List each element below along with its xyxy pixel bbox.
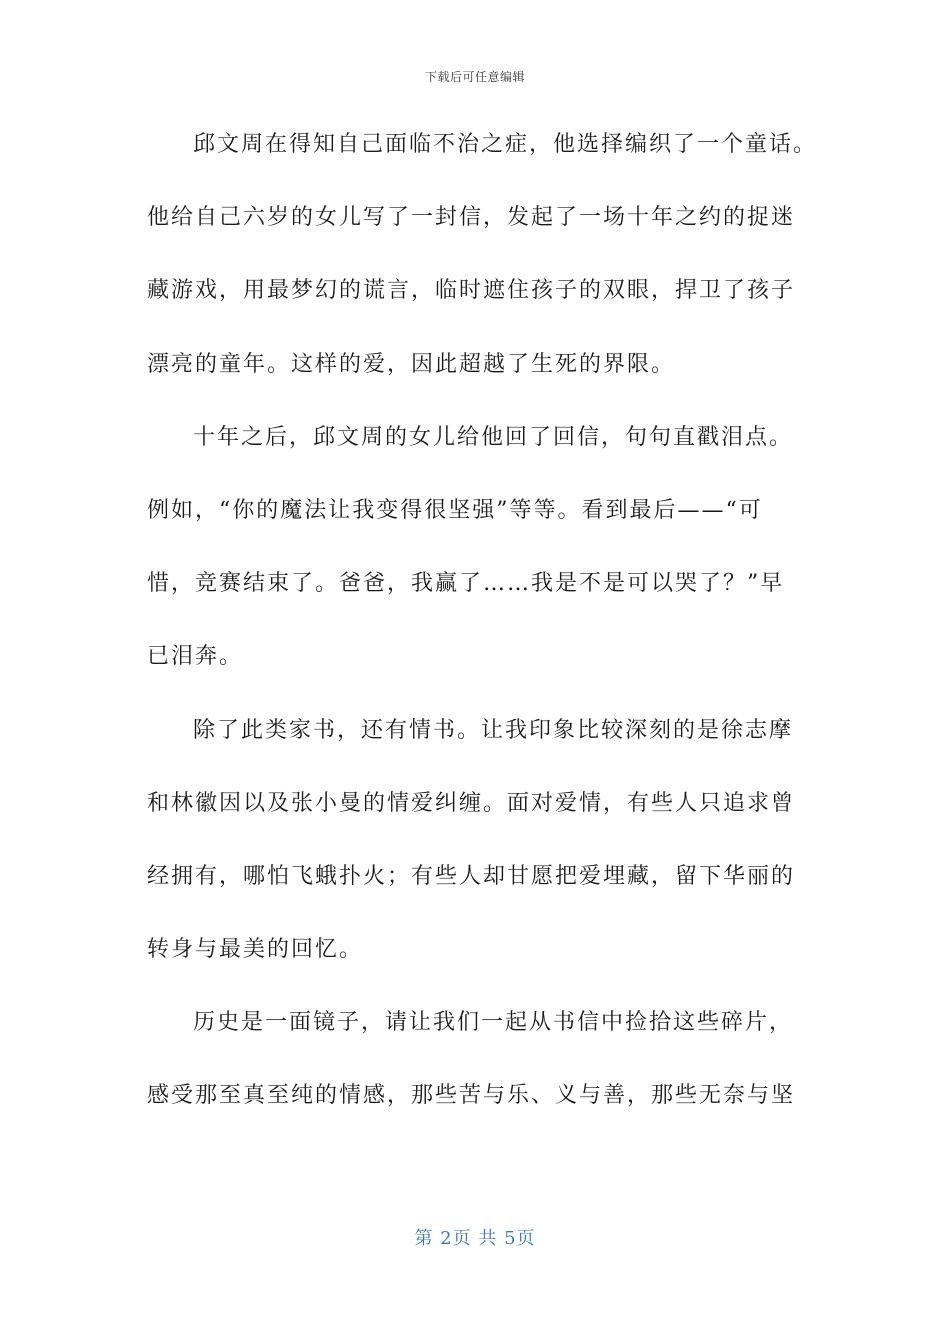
text-line-4: 漂亮的童年。这样的爱，因此超越了生死的界限。 — [147, 351, 676, 377]
text-line-7: 惜，竞赛结束了。爸爸，我赢了……我是不是可以哭了？”早 — [147, 571, 785, 597]
text-line-1: 邱文周在得知自己面临不治之症，他选择编织了一个童话。 — [193, 132, 818, 157]
text-line-11: 经拥有，哪怕飞蛾扑火；有些人却甘愿把爱埋藏，留下华丽的 — [147, 863, 796, 889]
text-line-14: 感受那至真至纯的情感，那些苦与乐、义与善，那些无奈与坚 — [147, 1083, 796, 1109]
text-line-5: 十年之后，邱文周的女儿给他回了回信，句句直戳泪点。 — [193, 424, 794, 450]
page-header: 下载后可任意编辑 — [424, 70, 525, 84]
text-line-6: 例如，“你的魔法让我变得很坚强”等等。看到最后——“可 — [147, 497, 763, 523]
text-line-9: 除了此类家书，还有情书。让我印象比较深刻的是徐志摩 — [193, 717, 794, 743]
text-line-12: 转身与最美的回忆。 — [147, 937, 364, 963]
text-line-10: 和林徽因以及张小曼的情爱纠缠。面对爱情，有些人只追求曾 — [147, 790, 796, 816]
text-line-3: 藏游戏，用最梦幻的谎言，临时遮住孩子的双眼，捍卫了孩子 — [147, 278, 796, 304]
text-line-13: 历史是一面镜子，请让我们一起从书信中捡拾这些碎片， — [193, 1010, 794, 1036]
text-line-8: 已泪奔。 — [147, 644, 244, 670]
text-line-2: 他给自己六岁的女儿写了一封信，发起了一场十年之约的捉迷 — [147, 205, 796, 231]
document-body — [147, 120, 818, 1145]
page-footer: 第 2页 共 5页 — [414, 1228, 536, 1249]
